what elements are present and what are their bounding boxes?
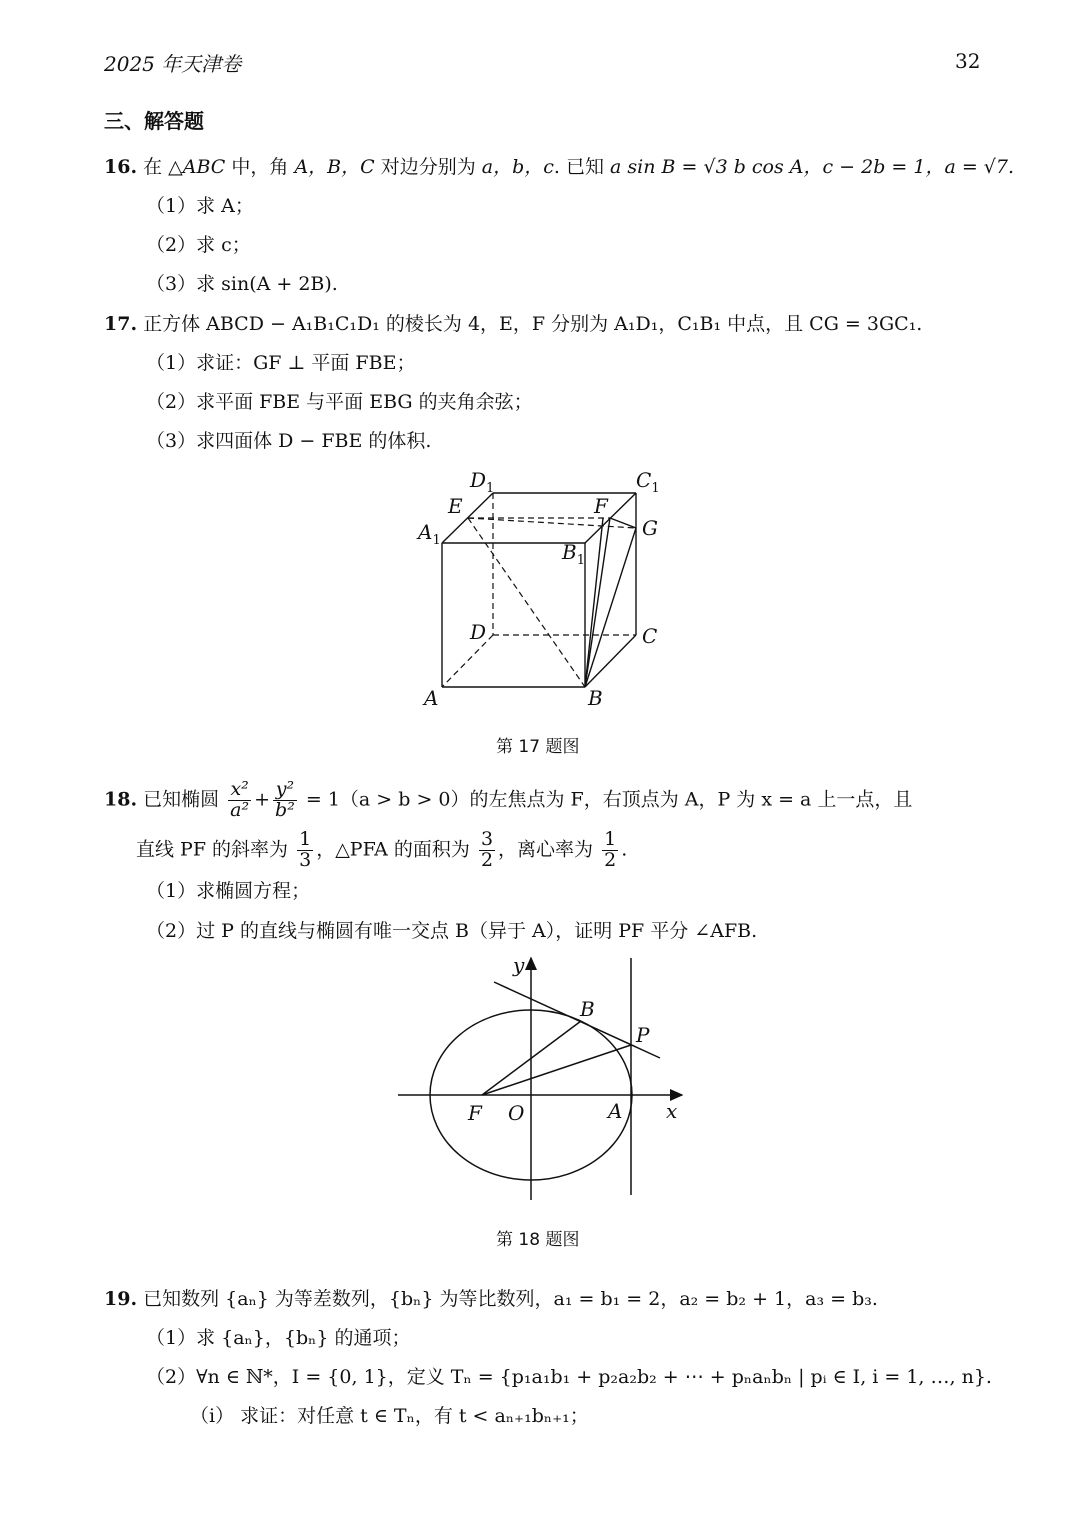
q18-ecc-frac — [602, 830, 618, 871]
label-origin-O: O — [508, 1101, 525, 1125]
q18-slope-frac — [297, 830, 313, 871]
q18-part-2: （2）过 P 的直线与椭圆有唯一交点 B（异于 A），证明 PF 平分 ∠AFB. — [146, 920, 758, 942]
q19-number: 19. — [104, 1288, 138, 1310]
page-number: 32 — [955, 49, 981, 73]
ecc-num: 1 — [604, 828, 617, 850]
label-F: F — [594, 494, 608, 518]
area-num: 3 — [480, 828, 494, 850]
q18-text-e: ，离心率为 — [498, 838, 594, 861]
running-header: 2025 年天津卷 — [104, 52, 242, 76]
label-A1: $A_1$ — [418, 520, 441, 548]
q17-part-1: （1）求证：GF ⊥ 平面 FBE； — [146, 352, 416, 374]
label-y-axis: y — [513, 953, 525, 977]
q17-figure-caption: 第 17 题图 — [496, 737, 580, 757]
q19-part-1: （1）求 {aₙ}，{bₙ} 的通项； — [146, 1327, 411, 1349]
q18-ellipse-figure — [390, 950, 700, 1210]
q18-stem-line1: 18. 已知椭圆 $\frac{\text{x²}}{\text{a²}}$ + $\frac{\text{y²}}{\text{b²}}$ = 1（a > b > 0）的左焦点为 F，右顶点为 A，P 为 x = a 上一点，且 — [104, 778, 913, 821]
area-den: 2 — [480, 848, 494, 871]
q18-frac-x — [228, 780, 251, 821]
ecc-den: 2 — [604, 848, 617, 871]
q18-text-a: 已知椭圆 — [143, 788, 220, 811]
q16-triangle: ABC — [182, 156, 226, 178]
slope-num: 1 — [299, 828, 312, 850]
label-B1: $B_1$ — [562, 540, 585, 568]
q16-part-1: （1）求 A； — [146, 195, 254, 217]
q16-angles: A，B，C — [294, 156, 375, 178]
q16-part-2: （2）求 c； — [146, 234, 251, 256]
label-D1: $D_1$ — [470, 468, 495, 496]
q18-number: 18. — [104, 788, 138, 811]
q18-text-f: . — [621, 838, 628, 861]
q17-stem — [104, 315, 922, 334]
q16-number: 16. — [104, 156, 138, 178]
label-C1: $C_1$ — [636, 468, 660, 496]
label-D: D — [470, 620, 487, 644]
q17-number: 17. — [104, 313, 138, 335]
label-x-axis: x — [666, 1099, 678, 1123]
q18-figure-caption: 第 18 题图 — [496, 1230, 580, 1250]
q16-stem-a: 中，角 — [225, 156, 295, 178]
label-point-F: F — [468, 1101, 482, 1125]
q17-part-3: （3）求四面体 D − FBE 的体积. — [146, 430, 432, 452]
q18-text-c: 直线 PF 的斜率为 — [136, 838, 289, 861]
label-point-A: A — [608, 1099, 623, 1123]
frac-x-num: x² — [228, 780, 251, 801]
q16-part-3: （3）求 sin(A + 2B). — [146, 273, 338, 295]
q16-stem-b: 对边分别为 — [374, 156, 482, 178]
q17-cube-figure — [400, 465, 690, 715]
q18-text-d: ，△PFA 的面积为 — [316, 838, 470, 861]
frac-y-num: y² — [273, 780, 297, 801]
frac-x-den: a² — [230, 798, 250, 821]
label-E: E — [448, 494, 463, 518]
q19-part-2-i: （i） 求证：对任意 t ∈ Tₙ，有 t < aₙ₊₁bₙ₊₁； — [190, 1405, 589, 1427]
label-point-P: P — [636, 1023, 650, 1047]
q16-stem-c: . 已知 — [553, 156, 611, 178]
label-B: B — [588, 686, 603, 710]
q16-stem — [104, 158, 1014, 177]
q16-sides: a，b，c — [481, 156, 554, 178]
q16-condition: a sin B = √3 b cos A，c − 2b = 1，a = √7. — [610, 156, 1015, 178]
section-title: 三、解答题 — [104, 109, 204, 133]
q19-stem-text: 已知数列 {aₙ} 为等差数列，{bₙ} 为等比数列，a₁ = b₁ = 2，a₂ = b₂ + 1，a₃ = b₃. — [143, 1288, 878, 1310]
slope-den: 3 — [299, 848, 312, 871]
q18-area-frac — [479, 830, 495, 871]
label-point-B: B — [580, 997, 595, 1021]
q19-stem — [104, 1290, 878, 1309]
q18-text-b: = 1（a > b > 0）的左焦点为 F，右顶点为 A，P 为 x = a 上一点，且 — [305, 788, 913, 811]
frac-y-den: b² — [275, 798, 295, 821]
q18-part-1: （1）求椭圆方程； — [146, 880, 311, 902]
q18-stem-line2 — [136, 830, 627, 871]
q17-part-2: （2）求平面 FBE 与平面 EBG 的夹角余弦； — [146, 391, 533, 413]
label-C: C — [642, 624, 658, 648]
label-G: G — [642, 516, 658, 540]
label-A: A — [424, 686, 439, 710]
q16-stem-text: 在 △ — [143, 156, 183, 178]
q19-part-2: （2）∀n ∈ ℕ*，I = {0, 1}，定义 Tₙ = {p₁a₁b₁ + p₂a₂b₂ + ⋯ + pₙaₙbₙ | pᵢ ∈ I, i = 1, …, n}. — [146, 1366, 992, 1388]
q18-frac-y — [273, 780, 297, 821]
q17-stem-text: 正方体 ABCD − A₁B₁C₁D₁ 的棱长为 4，E，F 分别为 A₁D₁，C₁B₁ 中点，且 CG = 3GC₁. — [143, 313, 923, 335]
